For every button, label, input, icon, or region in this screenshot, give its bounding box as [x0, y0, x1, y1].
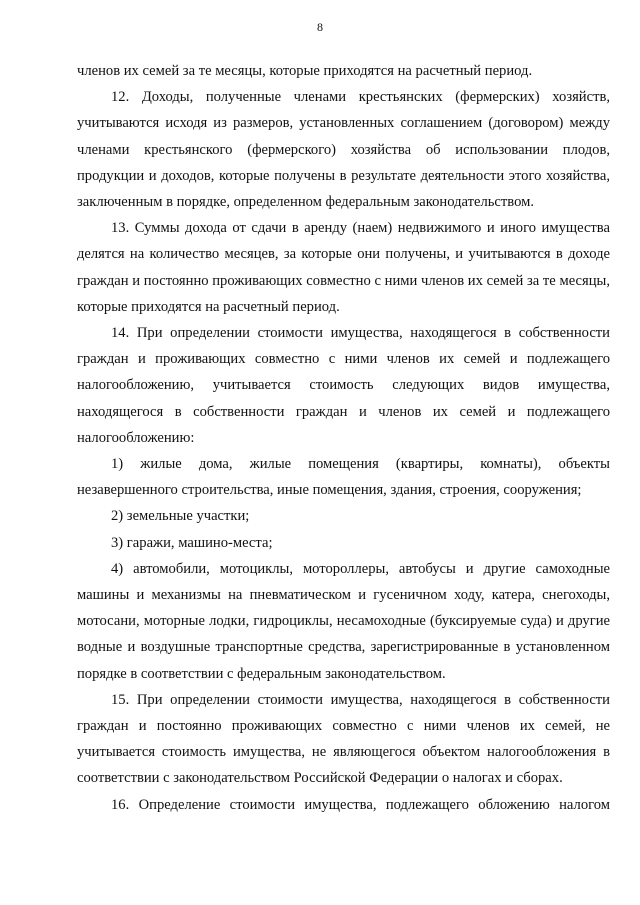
- paragraph-16: 16. Определение стоимости имущества, подлежащего обложению налогом: [111, 796, 610, 813]
- document-body: [77, 58, 610, 818]
- paragraph-14: 14. При определении стоимости имущества, находящегося в собственности граждан и проживающих совместно с ними членов их семей и подлежащего налогообложению, учитывается стоимость следующих видов имущества, находящегося в собственности граждан и членов их семей и подлежащего налогообложению:: [77, 325, 610, 446]
- paragraph-12: 12. Доходы, полученные членами крестьянских (фермерских) хозяйств, учитываются исходя из размеров, установленных соглашением (договором) между членами крестьянского (фермерского) хозяйства об использовании плодов, продукции и доходов, которые получены в результате деятельности этого хозяйства, заключенным в порядке, определенном федеральным законодательством.: [77, 89, 610, 211]
- paragraph-13: 13. Суммы дохода от сдачи в аренду (наем) недвижимого и иного имущества делятся на количество месяцев, за которые они получены, и учитываются в доходе граждан и постоянно проживающих совместно с ними членов их семей за те месяцы, которые приходятся на расчетный период.: [77, 220, 610, 315]
- list-item-2: 2) земельные участки;: [111, 508, 250, 525]
- page-number: 8: [317, 20, 323, 34]
- paragraph-15: 15. При определении стоимости имущества, находящегося в собственности граждан и постоянно проживающих совместно с ними членов их семей, не учитывается стоимость имущества, не являющегося объектом налогообложения в соответствии с законодательством Российской Федерации о налогах и сборах.: [77, 691, 610, 787]
- list-item-3: 3) гаражи, машино-места;: [111, 534, 273, 551]
- list-item-1: 1) жилые дома, жилые помещения (квартиры, комнаты), объекты незавершенного строительства, иные помещения, здания, строения, сооружения;: [77, 456, 610, 499]
- paragraph-continuation: членов их семей за те месяцы, которые приходятся на расчетный период.: [77, 63, 533, 79]
- list-item-4: 4) автомобили, мотоциклы, мотороллеры, автобусы и другие самоходные машины и механизмы на пневматическом и гусеничном ходу, катера, снегоходы, мотосани, моторные лодки, гидроциклы, несамоходные (буксируемые суда) и другие водные и воздушные транспортные средства, зарегистрированные в установленном порядке в соответствии с федеральным законодательством.: [77, 560, 610, 682]
